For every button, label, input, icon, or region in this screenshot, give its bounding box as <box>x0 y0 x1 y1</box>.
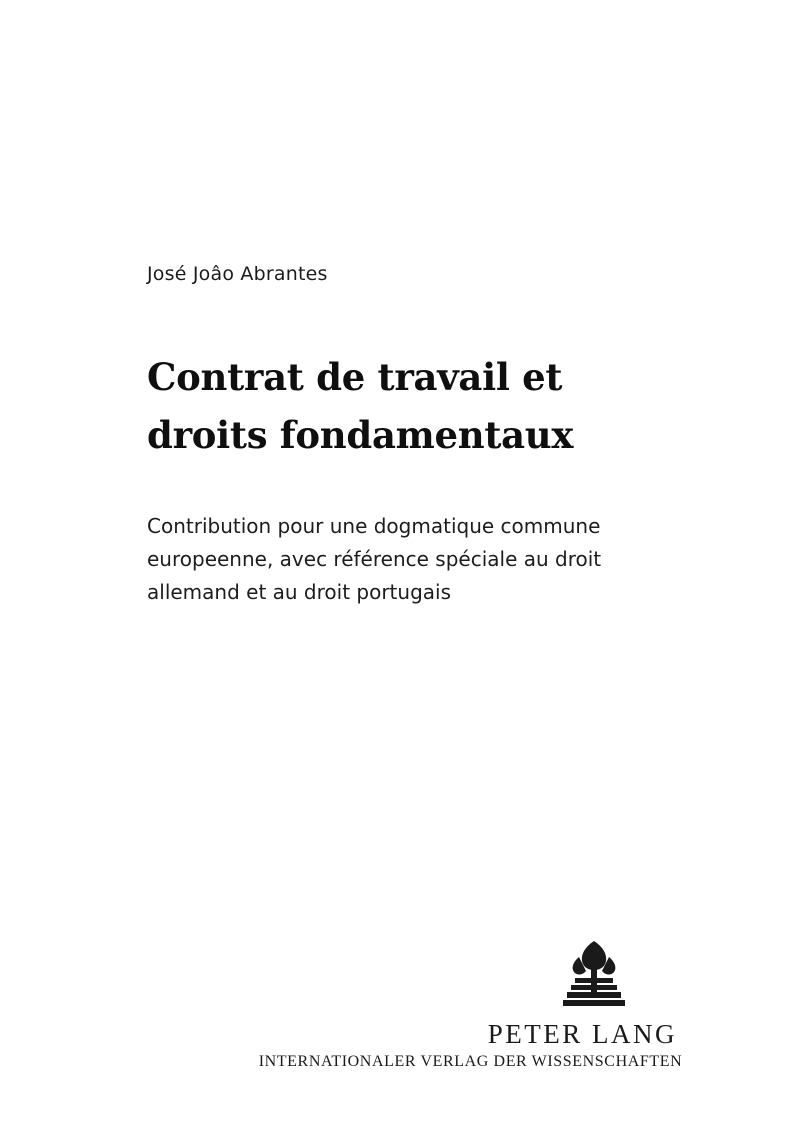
book-title <box>147 348 707 464</box>
book-subtitle-line: allemand et au droit portugais <box>147 580 452 604</box>
publisher-name: PETER LANG <box>487 1019 677 1049</box>
peter-lang-tree-logo-icon <box>258 935 683 1015</box>
book-title-line: droits fondamentaux <box>147 413 574 457</box>
publisher-block <box>258 935 683 1071</box>
author-name: José Joâo Abrantes <box>147 263 328 285</box>
book-subtitle <box>147 510 707 609</box>
book-subtitle-line: Contribution pour une dogmatique commune <box>147 514 601 538</box>
publisher-tagline: INTERNATIONALER VERLAG DER WISSENSCHAFTEN <box>258 1053 683 1070</box>
book-title-line: Contrat de travail et <box>147 355 563 399</box>
book-subtitle-line: europeenne, avec référence spéciale au droit <box>147 547 602 571</box>
